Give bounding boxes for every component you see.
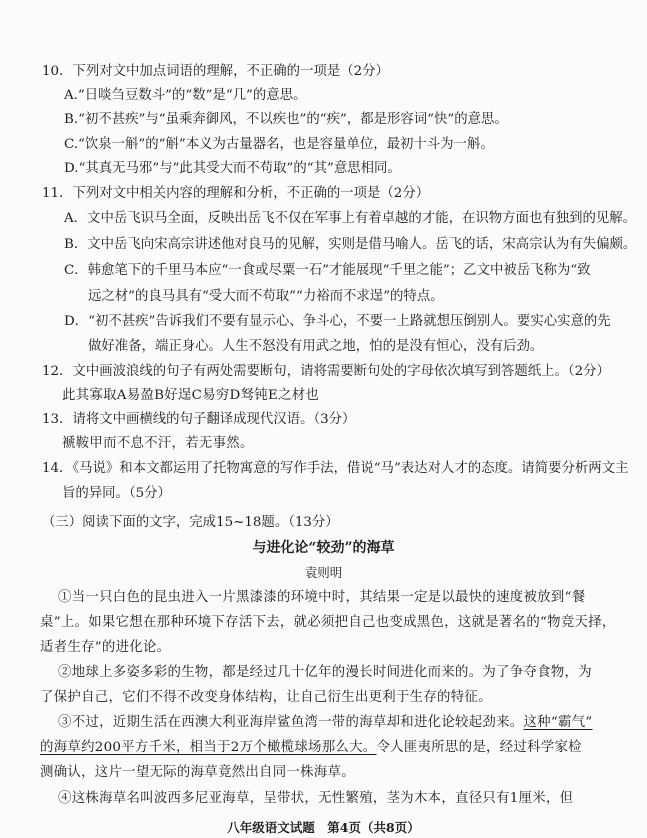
q10-option-c: C.“饮泉一斛”的“斛”本义为古量器名，也是容量单位，最初十斗为一斛。 [64, 137, 494, 152]
q13-sentence: 褫鞍甲而不息不汗，若无事然。 [62, 436, 254, 451]
paragraph-1-line3: 适者生存”的进化论。 [40, 640, 171, 655]
article-title: 与进化论“较劲”的海草 [252, 540, 395, 556]
page-footer: 八年级语文试题 第4页（共8页） [227, 820, 420, 835]
q13-stem: 13．请将文中画横线的句子翻译成现代汉语。（3分） [42, 412, 356, 427]
q11-stem: 11．下列对文中相关内容的理解和分析，不正确的一项是（2分） [42, 186, 430, 201]
q12-stem: 12．文中画波浪线的句子有两处需要断句，请将需要断句处的字母依次填写到答题纸上。（2分） [42, 364, 610, 379]
paragraph-4-line1: ④这株海草名叫波西多尼亚海草，呈带状，无性繁殖，茎为木本，直径只有1厘米，但 [58, 791, 574, 806]
paragraph-2-line2: 了保护自己，它们不得不改变身体结构，让自己衍生出更利于生存的特征。 [40, 690, 492, 705]
underlined-sentence-start: 这种“霸气” [523, 715, 593, 730]
q11-option-b: B．文中岳飞向宋高宗讲述他对良马的见解，实则是借马喻人。岳飞的话，宋高宗认为有失偏颇。 [64, 237, 637, 252]
article-author: 袁则明 [304, 565, 343, 580]
q11-option-a: A．文中岳飞识马全面，反映出岳飞不仅在军事上有着卓越的才能，在识物方面也有独到的见解。 [64, 211, 637, 226]
paragraph-3-text-cont: 令人匪夷所思的是，经过科学家检 [376, 740, 582, 755]
q11-option-d-line2: 做好准备，端正身心。人生不怒没有用武之地，怕的是没有恒心，没有后劲。 [88, 339, 544, 354]
q14-stem-line1: 14．《马说》和本文都运用了托物寓意的写作手法，借说“马”表达对人才的态度。请简要分析两文主 [42, 461, 629, 476]
paragraph-3-line3: 测确认，这片一望无际的海草竟然出自同一株海草。 [40, 765, 355, 780]
q10-option-d: D.“其真无马邪”与“此其受大而不苟取”的“其”意思相同。 [64, 161, 401, 176]
section3-heading: （三）阅读下面的文字，完成15~18题。（13分） [42, 515, 339, 530]
q10-stem: 10．下列对文中加点词语的理解，不正确的一项是（2分） [42, 64, 389, 79]
q12-sentence: 此其寡取A易盈B好逞C易穷D驽钝E之材也 [62, 388, 320, 403]
paragraph-3-line2 [40, 738, 647, 758]
q11-option-c-line2: 远之材”的良马具有“受大而不苟取”“力裕而不求逞”的特点。 [88, 289, 444, 304]
q10-option-b: B.“初不甚疾”与“虽乘奔御风，不以疾也”的“疾”，都是形容词“快”的意思。 [64, 112, 508, 127]
underlined-sentence-end: 的海草约200平方千米，相当于2万个橄榄球场那么大。 [40, 740, 377, 755]
paragraph-1-line1: ①当一只白色的昆虫进入一片黑漆漆的环境中时，其结果一定是以最快的速度被放到“餐 [58, 590, 586, 605]
paragraph-3-line1 [58, 713, 647, 733]
q11-option-d-line1: D．“初不甚疾”告诉我们不要有显示心、争斗心，不要一上路就想压倒别人。要实心实意的先 [64, 314, 611, 329]
paragraph-3-text: ③不过，近期生活在西澳大利亚海岸鲨鱼湾一带的海草却和进化论较起劲来。 [58, 715, 524, 730]
q14-stem-line2: 旨的异同。（5分） [62, 486, 171, 501]
paragraph-2-line1: ②地球上多姿多彩的生物，都是经过几十亿年的漫长时间进化而来的。为了争夺食物，为 [58, 665, 592, 680]
paragraph-1-line2: 桌”上。如果它想在那种环境下存活下去，就必须把自己也变成黑色，这就是著名的“物竞天择， [40, 615, 616, 630]
q10-option-a: A.“日啖刍豆数斗”的“数”是“几”的意思。 [64, 88, 307, 103]
q11-option-c-line1: C．韩愈笔下的千里马本应“一食或尽粟一石”才能展现“千里之能”；乙文中被岳飞称为“致 [64, 263, 591, 278]
